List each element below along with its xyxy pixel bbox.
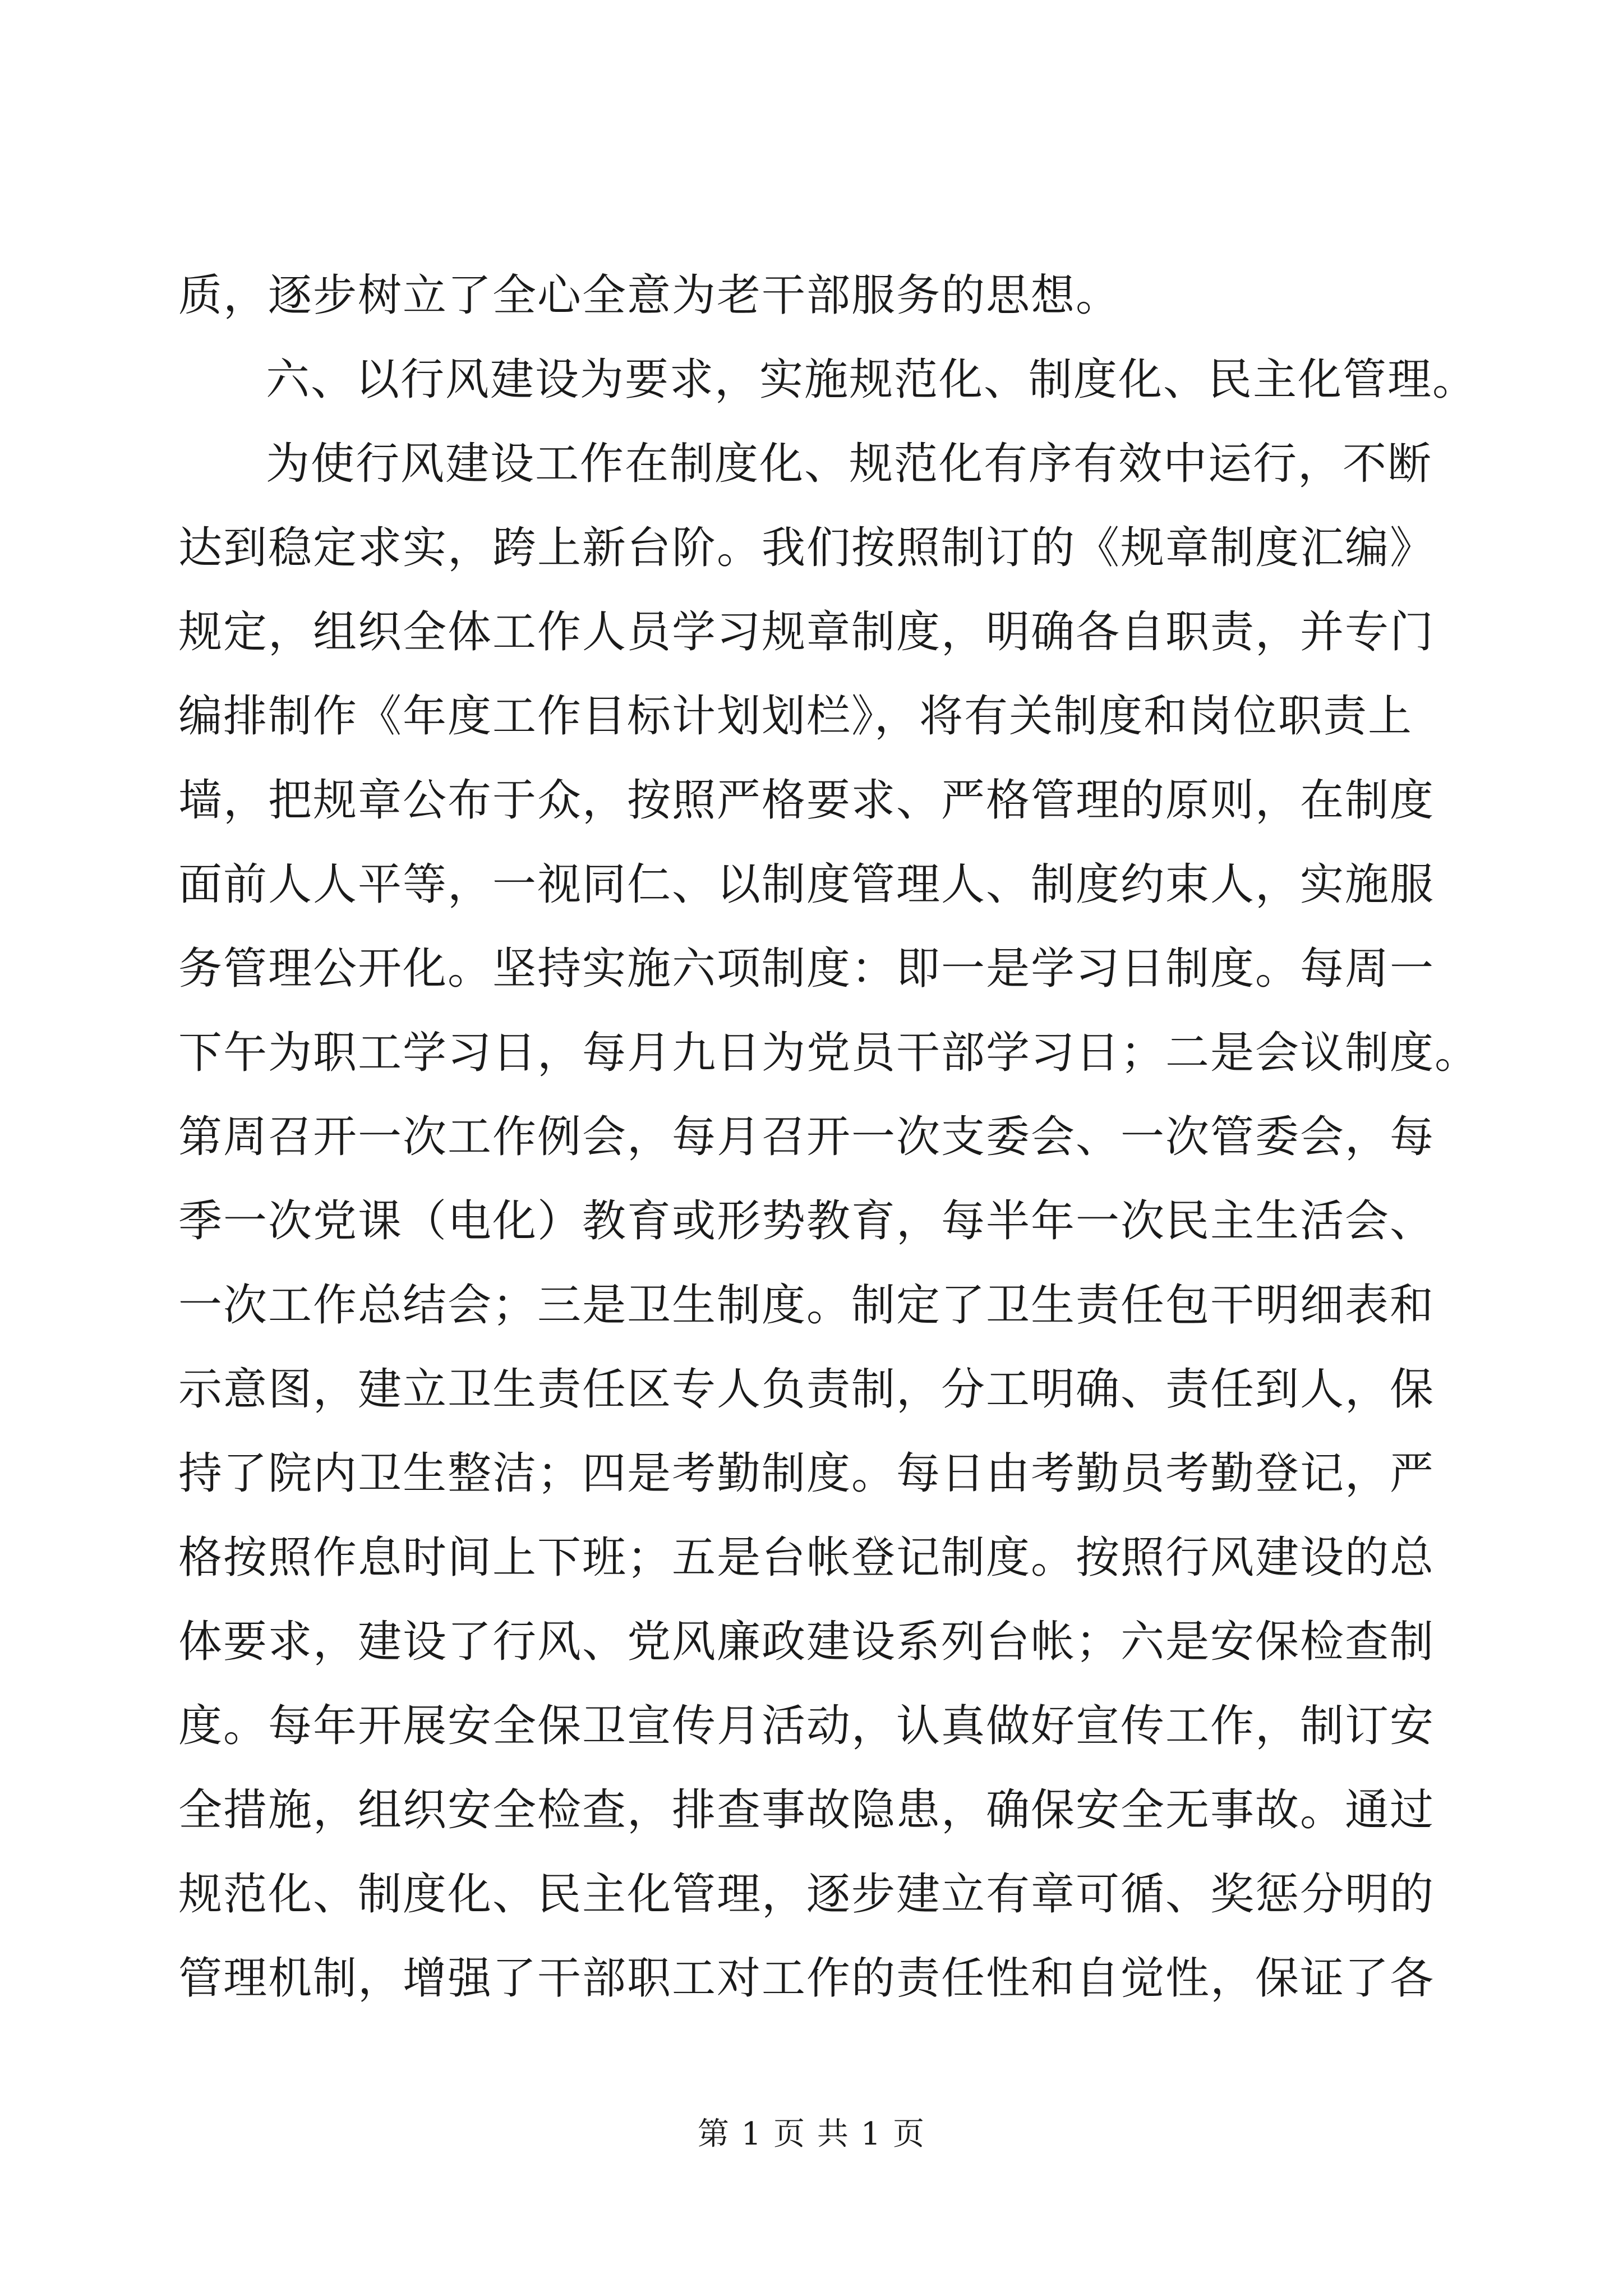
text-line: 编排制作《年度工作目标计划划栏》，将有关制度和岗位职责上 <box>178 691 1413 742</box>
text-line: 管理机制，增强了干部职工对工作的责任性和自觉性，保证了各 <box>178 1953 1435 2004</box>
document-body <box>178 254 1480 2021</box>
text-line: 格按照作息时间上下班；五是台帐登记制度。按照行风建设的总 <box>178 1533 1435 1583</box>
text-line: 示意图，建立卫生责任区专人负责制，分工明确、责任到人，保 <box>178 1364 1435 1415</box>
text-line: 持了院内卫生整洁；四是考勤制度。每日由考勤员考勤登记，严 <box>178 1448 1435 1499</box>
text-line: 达到稳定求实，跨上新台阶。我们按照制订的《规章制度汇编》 <box>178 523 1435 573</box>
text-line: 体要求，建设了行风、党风廉政建设系列台帐；六是安保检查制 <box>178 1617 1435 1667</box>
text-line: 规范化、制度化、民主化管理，逐步建立有章可循、奖惩分明的 <box>178 1869 1435 1920</box>
text-line: 第周召开一次工作例会，每月召开一次支委会、一次管委会，每 <box>178 1112 1435 1162</box>
paragraph <box>178 422 1480 2021</box>
paragraph <box>178 254 1429 338</box>
text-line: 季一次党课（电化）教育或形势教育，每半年一次民主生活会、 <box>178 1196 1435 1246</box>
text-line: 规定，组织全体工作人员学习规章制度，明确各自职责，并专门 <box>178 607 1435 657</box>
text-line: 度。每年开展安全保卫宣传月活动，认真做好宣传工作，制订安 <box>178 1701 1435 1751</box>
text-line: 为使行风建设工作在制度化、规范化有序有效中运行，不断 <box>266 439 1433 489</box>
text-line: 墙，把规章公布于众，按照严格要求、严格管理的原则，在制度 <box>178 775 1435 826</box>
text-line: 务管理公开化。坚持实施六项制度：即一是学习日制度。每周一 <box>178 944 1435 994</box>
page-footer <box>0 2109 1623 2154</box>
text-line: 一次工作总结会；三是卫生制度。制定了卫生责任包干明细表和 <box>178 1280 1435 1331</box>
text-line: 下午为职工学习日，每月九日为党员干部学习日；二是会议制度。 <box>178 1028 1480 1078</box>
text-line: 全措施，组织安全检查，排查事故隐患，确保安全无事故。通过 <box>178 1785 1435 1835</box>
paragraph-heading <box>178 338 1478 422</box>
text-line: 质，逐步树立了全心全意为老干部服务的思想。 <box>178 270 1121 321</box>
text-line: 面前人人平等，一视同仁、以制度管理人、制度约束人，实施服 <box>178 859 1435 910</box>
page-number-label: 第 1 页 共 1 页 <box>697 2116 926 2152</box>
text-line: 六、以行风建设为要求，实施规范化、制度化、民主化管理。 <box>266 355 1478 405</box>
